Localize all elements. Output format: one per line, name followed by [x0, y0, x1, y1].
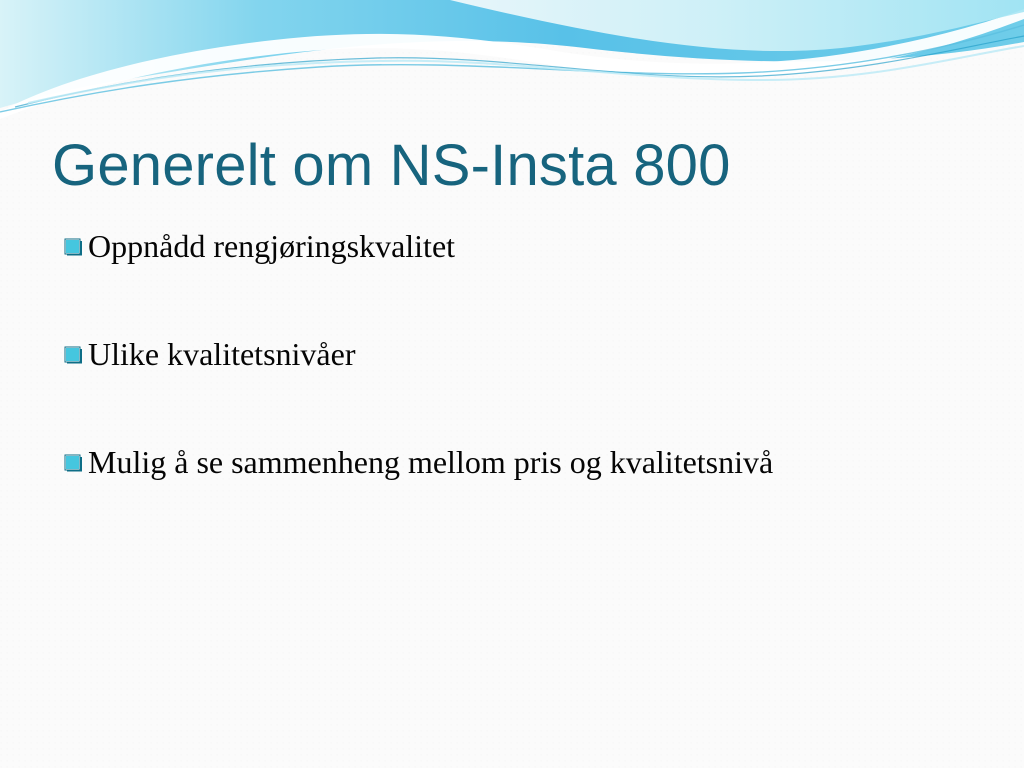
slide-title: Generelt om NS-Insta 800	[52, 133, 731, 198]
bullet-text: Ulike kvalitetsnivåer	[88, 336, 356, 372]
decorative-wave-header	[0, 0, 1024, 125]
bullet-item-1	[64, 222, 984, 270]
bullet-item-3	[64, 438, 984, 486]
bullet-item-2	[64, 330, 984, 378]
bullet-text: Mulig å se sammenheng mellom pris og kvalitetsnivå	[88, 444, 774, 480]
bullet-text: Oppnådd rengjøringskvalitet	[88, 228, 456, 264]
checkbox-icon	[64, 238, 82, 256]
bullet-list	[64, 222, 984, 546]
checkbox-icon	[64, 454, 82, 472]
checkbox-icon	[64, 346, 82, 364]
